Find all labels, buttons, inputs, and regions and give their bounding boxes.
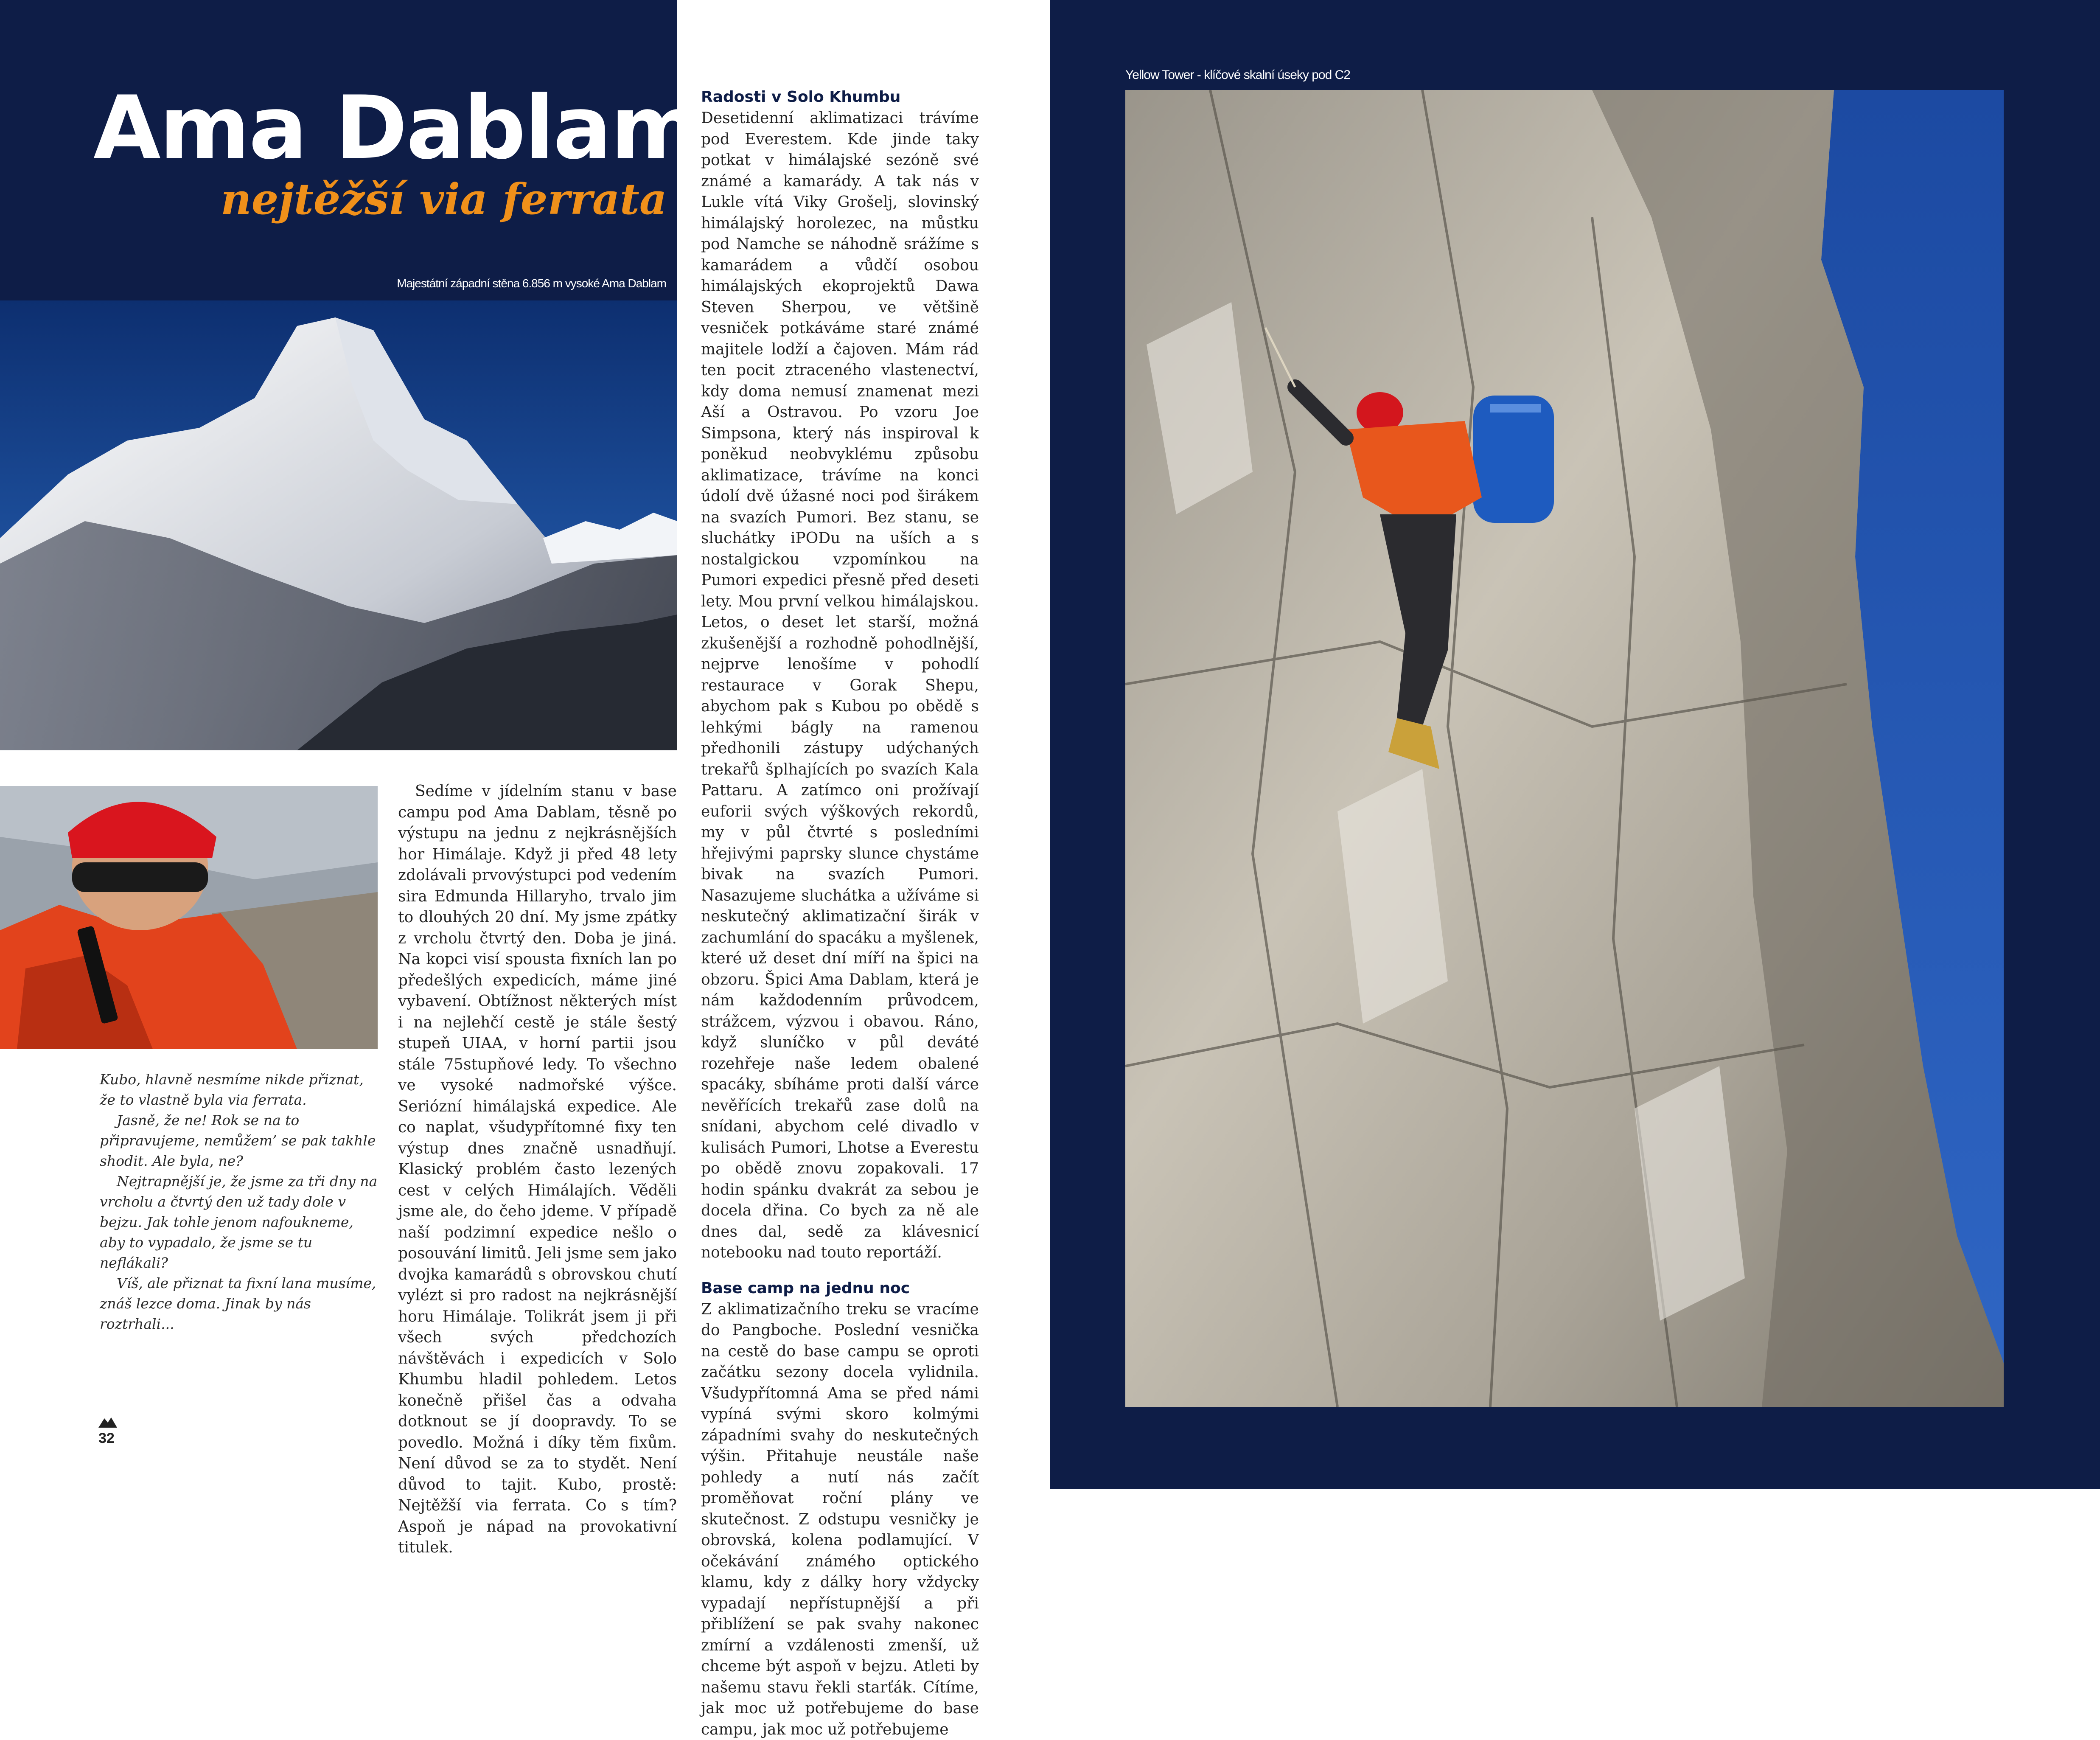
quote-paragraph: Jasně, že ne! Rok se na to připravujeme, nemůžem’ se pak takhle shodit. Ale byla, ne? — [100, 1110, 380, 1171]
column-2-text-2: Z aklimatizačního treku se vracíme do Pangboche. Poslední vesnička na cestě do base campu se oproti začátku sezony docela vylidnila. Všudypřítomná Ama se před námi vypíná svými skoro kolmými západními svahy do neskutečných výšin. Přitahuje neustále naše pohledy a nutí nás začít proměňovat roční plány ve skutečnost. Z odstupu vesničky je obrovská, kolena podlamující. V očekávání známého optického klamu, kdy z dálky hory vždycky vypadají nepřístupnější a při přiblížení se pak svahy nakonec zmírní a vzdálenosti zmenší, už chceme být aspoň v bejzu. Atleti by našemu stavu řekli starťák. Cítíme, jak moc už potřebujeme do base campu, jak moc už potřebujeme — [701, 1299, 979, 1740]
mountain-photo-caption: Majestátní západní stěna 6.856 m vysoké Ama Dablam — [297, 277, 666, 290]
mountain-logo-icon — [98, 1417, 124, 1429]
yellow-tower-climber-photo — [1125, 90, 2004, 1407]
section-heading-base-camp: Base camp na jednu noc — [701, 1278, 979, 1299]
page-number: 32 — [98, 1430, 115, 1447]
climber-portrait-photo — [0, 786, 378, 1049]
column-1-text: Sedíme v jídelním stanu v base campu pod Ama Dablam, těsně po výstupu na jednu z nejkrásnějších hor Himálaje. Když ji před 48 lety zdolávali prvovýstupci pod vedením sira Edmunda Hillaryho, trvalo jim to dlouhých 20 dní. My jsme zpátky z vrcholu čtvrtý den. Doba je jiná. Na kopci visí spousta fixních lan po předešlých expedicích, máme jiné vybavení. Obtížnost některých míst i na nejlehčí cestě je stále šestý stupeň UIAA, v horní partii jsou stále 75stupňové ledy. To všechno ve vysoké nadmořské výšce. Seriózní himálajská expedice. Ale co naplat, všudypřítomné fixy ten výstup dnes značně usnadňují. Klasický problém často lezených cest v celých Himálajích. Věděli jsme ale, do čeho jdeme. V případě naší podzimní expedice nešlo o posouvání limitů. Jeli jsme sem jako dvojka kamarádů s obrovskou chutí vylézt si pro radost na nejkrásnější horu Himálaje. Tolikrát jsem ji při všech svých předchozích návštěvách i expedicích v Solo Khumbu hladil pohledem. Letos konečně přišel čas a odvaha dotknout se jí doopravdy. To se povedlo. Možná i díky těm fixům. Není důvod se za to stydět. Není důvod to tajit. Kubo, prostě: Nejtěžší via ferrata. Co s tím? Aspoň je nápad na provokativní titulek. — [398, 781, 677, 1558]
yellow-tower-photo-caption: Yellow Tower - klíčové skalní úseky pod C2 — [1125, 68, 1350, 82]
column-2-text-1: Desetidenní aklimatizaci trávíme pod Everestem. Kde jinde taky potkat v himálajské sezóně své známé a kamarády. A tak nás v Lukle vítá Viky Grošelj, slovinský himálajský horolezec, na můstku pod Namche se náhodně srážíme s kamarádem a vůdčí osobou himálajských ekoprojektů Dawa Steven Sherpou, ve většině vesniček potkáváme staré známé majitele lodží a čajoven. Mám rád ten pocit ztraceného vlastenectví, kdy doma nemusí znamenat mezi Aší a Ostravou. Po vzoru Joe Simpsona, který nás inspiroval k poněkud neobvyklému způsobu aklimatizace, trávíme na konci údolí dvě úžasné noci pod širákem na svazích Pumori. Bez stanu, se sluchátky iPODu na uších a s nostalgickou vzpomínkou na Pumori expedici přesně před deseti lety. Mou první velkou himálajskou. Letos, o deset let starší, možná zkušenější a rozhodně pohodlnější, nejprve lenošíme v pohodlí restaurace v Gorak Shepu, abychom pak s Kubou po obědě s lehkými bágly na ramenou předhonili zástupy udýchaných trekařů šplhajících po svazích Kala Pattaru. A zatímco oni prožívají euforii svých výškových rekordů, my v půl čtvrté s posledními hřejivými paprsky slunce chystáme bivak na svazích Pumori. Nasazujeme sluchátka a užíváme si neskutečný aklimatizační širák v zachumlání do spacáku a myšlenek, které už deset dní míří na špici na obzoru. Špici Ama Dablam, která je nám každodenním průvodcem, strážcem, výzvou i obavou. Ráno, když sluníčko v půl deváté rozehřeje naše ledem obalené spacáky, sbíháme proti další várce nevěřících trekařů zase dolů na snídani, abychom celé divadlo v kulisách Pumori, Lhotse a Everestu po obědě znovu zopakovali. 17 hodin spánku dvakrát za sebou je docela dřina. Co bych za ně ale dnes dal, sedě za klávesnicí notebooku nad touto reportáží. — [701, 108, 979, 1263]
dialogue-quote — [100, 1069, 380, 1334]
article-subtitle: nejtěžší via ferrata — [221, 174, 649, 224]
article-column-1 — [398, 781, 677, 1558]
article-title: Ama Dablam — [93, 85, 670, 172]
ama-dablam-photo — [0, 300, 677, 750]
section-heading-solo-khumbu: Radosti v Solo Khumbu — [701, 87, 979, 108]
quote-paragraph: Kubo, hlavně nesmíme nikde přiznat, že to vlastně byla via ferrata. — [100, 1069, 380, 1110]
quote-paragraph: Víš, ale přiznat ta fixní lana musíme, znáš lezce doma. Jinak by nás roztrhali... — [100, 1273, 380, 1334]
quote-paragraph: Nejtrapnější je, že jsme za tři dny na vrcholu a čtvrtý den už tady dole v bejzu. Jak tohle jenom nafoukneme, aby to vypadalo, že jsme se tu neflákali? — [100, 1171, 380, 1273]
article-column-2 — [701, 87, 979, 1740]
